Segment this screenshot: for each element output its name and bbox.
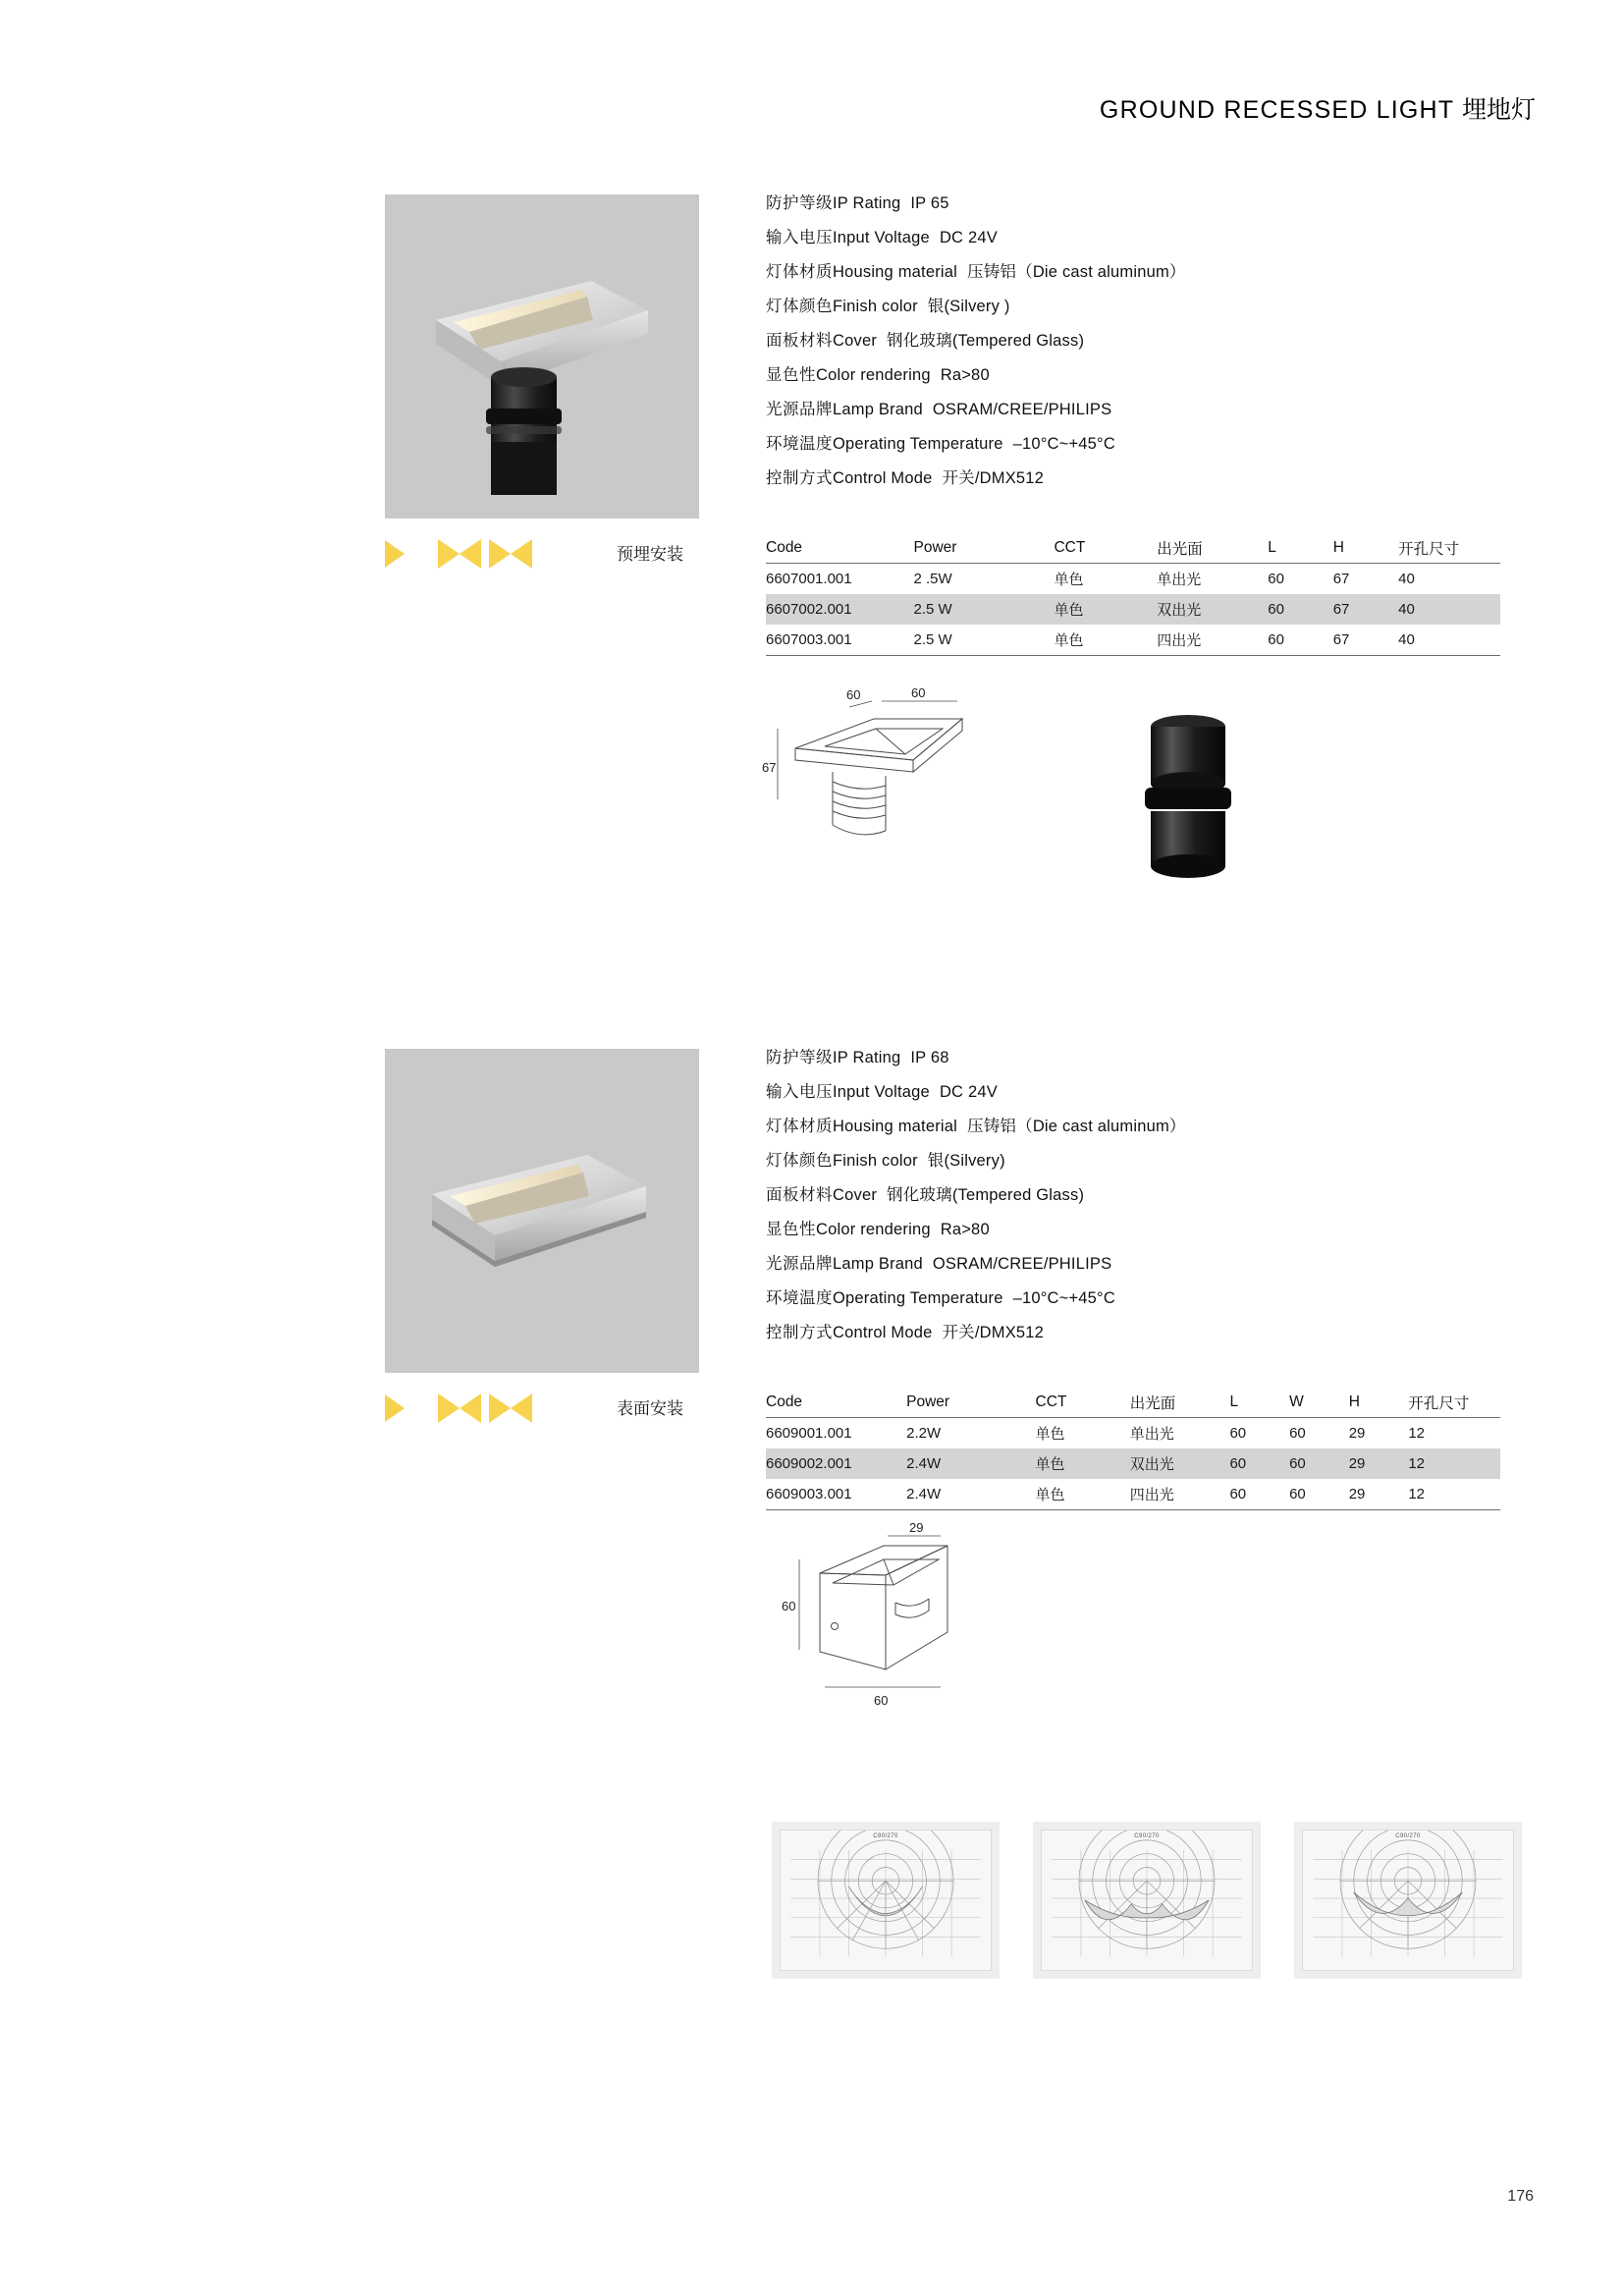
table-row (766, 1418, 1500, 1449)
th-face: 出光面 (1157, 535, 1268, 564)
spec-list-recessed (766, 187, 1551, 496)
cell-cct: 单色 (1054, 625, 1157, 656)
spec-row: 输入电压Input Voltage DC 24V (766, 229, 998, 246)
page-title (1100, 90, 1536, 126)
page-title-cn: 埋地灯 (1461, 96, 1536, 124)
technical-drawing-recessed (756, 678, 1070, 899)
cell-cct: 单色 (1054, 572, 1084, 588)
swatch-warm-right (487, 536, 534, 572)
cell-w: 60 (1289, 1425, 1306, 1442)
spec-list-surface (766, 1041, 1551, 1350)
table-row (766, 594, 1500, 625)
table-header-row (766, 1390, 1500, 1418)
cell-code: 6607003.001 (766, 625, 914, 656)
swatch-warm-left (385, 1391, 432, 1426)
spec-row: 环境温度Operating Temperature –10°C~+45°C (766, 1289, 1115, 1307)
spec-row: 灯体颜色Finish color 银(Silvery ) (766, 298, 1010, 315)
spec-row: 控制方式Control Mode 开关/DMX512 (766, 1324, 1045, 1341)
cell-h: 29 (1349, 1448, 1409, 1479)
spec-row: 输入电压Input Voltage DC 24V (766, 1083, 998, 1101)
spec-row: 面板材料Cover 钢化玻璃(Tempered Glass) (766, 1186, 1085, 1204)
cell-power: 2.4W (906, 1479, 1035, 1510)
cell-h: 67 (1332, 571, 1350, 587)
cell-code: 6607002.001 (766, 594, 914, 625)
cell-l: 60 (1268, 625, 1332, 656)
cell-code: 6607001.001 (766, 571, 852, 587)
cell-hole: 40 (1398, 571, 1415, 587)
table-header-row (766, 535, 1500, 564)
cell-h: 29 (1349, 1479, 1409, 1510)
cell-face: 双出光 (1157, 594, 1268, 625)
dim-width: 60 (874, 1693, 889, 1708)
dim-top-left: 60 (846, 687, 861, 702)
spec-row: 防护等级IP Rating IP 65 (766, 194, 949, 212)
cell-l: 60 (1229, 1479, 1289, 1510)
cell-power: 2.5 W (914, 625, 1055, 656)
spec-row: 显色性Color rendering Ra>80 (766, 1221, 990, 1238)
cell-h: 29 (1348, 1425, 1366, 1442)
cell-l: 60 (1229, 1448, 1289, 1479)
cell-hole: 12 (1408, 1425, 1425, 1442)
table-row (766, 625, 1500, 656)
spec-row: 环境温度Operating Temperature –10°C~+45°C (766, 435, 1115, 453)
th-l: L (1268, 535, 1332, 564)
th-hole: 开孔尺寸 (1408, 1390, 1500, 1418)
spec-row: 灯体颜色Finish color 银(Silvery) (766, 1152, 1005, 1170)
product-table-surface (766, 1390, 1500, 1510)
cell-face: 双出光 (1130, 1448, 1230, 1479)
photometric-card (1294, 1822, 1522, 1979)
cct-swatches-surface (385, 1391, 534, 1426)
dim-top-right: 60 (911, 685, 926, 700)
photometric-label: C90/270 (1395, 1833, 1421, 1839)
cell-power: 2.4W (906, 1448, 1035, 1479)
cell-w: 60 (1289, 1448, 1349, 1479)
cell-power: 2.5 W (914, 594, 1055, 625)
cell-cct: 单色 (1036, 1479, 1130, 1510)
product-photo-recessed (385, 194, 699, 519)
swatch-warm-center (436, 1391, 483, 1426)
cell-face: 单出光 (1129, 1426, 1174, 1443)
technical-drawing-surface (766, 1512, 1021, 1733)
th-cct: CCT (1054, 535, 1157, 564)
cell-face: 四出光 (1157, 625, 1268, 656)
th-h: H (1349, 1390, 1409, 1418)
swatch-warm-left (385, 536, 432, 572)
th-power: Power (906, 1390, 1035, 1418)
cell-code: 6609002.001 (766, 1448, 906, 1479)
th-l: L (1229, 1390, 1289, 1418)
cell-l: 60 (1268, 594, 1332, 625)
spec-row: 显色性Color rendering Ra>80 (766, 366, 990, 384)
page-number: 176 (1507, 2188, 1534, 2205)
photometric-diagram-group (772, 1822, 1522, 1979)
spec-row: 灯体材质Housing material 压铸铝（Die cast aluminum） (766, 1118, 1186, 1135)
cell-hole: 12 (1408, 1448, 1500, 1479)
cell-code: 6609003.001 (766, 1479, 906, 1510)
th-w: W (1289, 1390, 1349, 1418)
product-render-sleeve (1110, 697, 1276, 908)
swatch-warm-center (436, 536, 483, 572)
table-row (766, 1448, 1500, 1479)
photometric-label: C90/270 (873, 1833, 898, 1839)
dim-height: 60 (782, 1599, 796, 1613)
photometric-label: C90/270 (1134, 1833, 1160, 1839)
cell-power: 2 .5W (913, 571, 952, 587)
mount-type-label-surface: 表面安装 (617, 1399, 683, 1418)
cell-h: 67 (1333, 625, 1398, 656)
lamp-illustration (385, 194, 699, 519)
spec-row: 灯体材质Housing material 压铸铝（Die cast aluminum） (766, 263, 1186, 281)
cell-cct: 单色 (1036, 1448, 1130, 1479)
spec-row: 控制方式Control Mode 开关/DMX512 (766, 469, 1045, 487)
lamp-illustration (385, 1049, 699, 1373)
photometric-card (772, 1822, 1000, 1979)
th-h: H (1333, 535, 1398, 564)
th-power: Power (914, 535, 1055, 564)
dim-depth: 29 (909, 1520, 924, 1535)
dim-height: 67 (762, 760, 777, 775)
cell-h: 67 (1333, 594, 1398, 625)
cell-hole: 12 (1408, 1479, 1500, 1510)
mount-type-label-recessed: 预埋安装 (617, 545, 683, 564)
table-row (766, 564, 1500, 595)
cell-l: 60 (1268, 571, 1284, 587)
cell-hole: 40 (1398, 594, 1500, 625)
cell-code: 6609001.001 (766, 1425, 852, 1442)
cell-l: 60 (1229, 1425, 1247, 1442)
th-cct: CCT (1036, 1390, 1130, 1418)
product-table-recessed (766, 535, 1500, 656)
cell-w: 60 (1289, 1479, 1349, 1510)
photometric-card (1033, 1822, 1261, 1979)
spec-row: 光源品牌Lamp Brand OSRAM/CREE/PHILIPS (766, 1255, 1112, 1273)
th-code: Code (766, 1390, 906, 1418)
th-code: Code (766, 535, 914, 564)
spec-row: 光源品牌Lamp Brand OSRAM/CREE/PHILIPS (766, 401, 1112, 418)
cell-cct: 单色 (1054, 594, 1157, 625)
cell-face: 四出光 (1130, 1479, 1230, 1510)
cell-hole: 40 (1398, 625, 1500, 656)
cell-power: 2.2W (906, 1425, 942, 1442)
cell-face: 单出光 (1157, 572, 1202, 588)
spec-row: 面板材料Cover 钢化玻璃(Tempered Glass) (766, 332, 1085, 350)
spec-row: 防护等级IP Rating IP 68 (766, 1049, 949, 1066)
cell-cct: 单色 (1035, 1426, 1065, 1443)
th-hole: 开孔尺寸 (1398, 535, 1500, 564)
table-row (766, 1479, 1500, 1510)
th-face: 出光面 (1130, 1390, 1230, 1418)
product-photo-surface (385, 1049, 699, 1373)
swatch-warm-right (487, 1391, 534, 1426)
cct-swatches-recessed (385, 536, 534, 572)
page-title-en: GROUND RECESSED LIGHT (1099, 96, 1454, 124)
